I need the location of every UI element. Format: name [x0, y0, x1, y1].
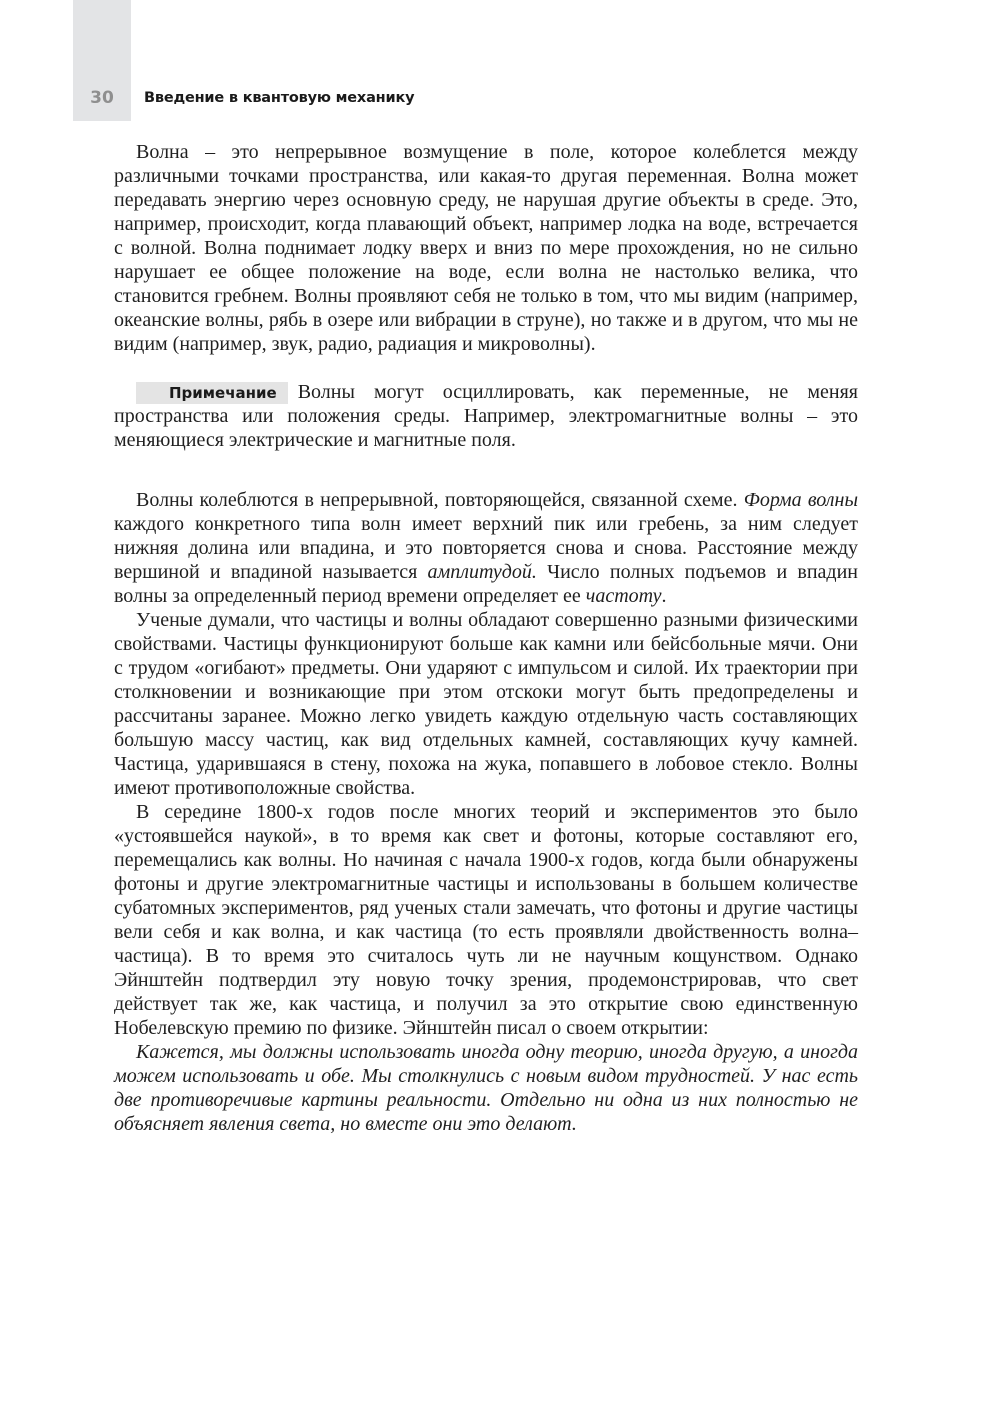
term-amplitude: амплитудой. [427, 561, 537, 583]
paragraph-wave-definition: Волна – это непрерывное возмущение в поле, которое колеблется между различными точками пространства, или какая-то другая переменная. Волна может передавать энергию через основную среду, не нарушая другие объекты в среде. Это, например, происходит, когда плавающий объект, например лодка на воде, встречается с волной. Волна поднимает лодку вверх и вниз по мере прохождения, но не сильно нарушает ее общее положение на воде, если волна не настолько велика, что становится гребнем. Волны проявляют себя не только в том, что мы видим (например, океанские волны, рябь в озере или вибрации в струне), но также и в другом, что мы не видим (например, звук, радио, радиация и микроволны). [114, 141, 858, 355]
note-text: Волны могут осциллировать, как переменные, не меняя пространства или положения среды. Например, электромагнитные волны – это меняющиеся электрические и магнитные поля. [114, 381, 858, 451]
paragraph-wave-form [114, 488, 858, 608]
term-waveform: Форма волны [743, 489, 858, 511]
term-frequency: частоту [585, 585, 662, 607]
text-run: каждого конкретного типа волн имеет верхний пик или гребень, за ним следует нижняя долина или впадина, и это повторяется снова и снова. Расстояние между вершиной и впадиной называется [114, 513, 858, 583]
note-paragraph [114, 380, 858, 452]
page-number: 30 [90, 88, 114, 108]
einstein-quote: Кажется, мы должны использовать иногда одну теорию, иногда другую, а иногда можем использовать и обе. Мы столкнулись с новым видом трудностей. У нас есть две противоречивые картины реальности. Отдельно ни одна из них полностью не объясняет явления света, но вместе они это делают. [114, 1041, 858, 1135]
note-block [114, 380, 858, 452]
paragraph-particles: Ученые думали, что частицы и волны обладают совершенно разными физическими свойствами. Частицы функционируют больше как камни или бейсбольные мячи. Они с трудом «огибают» предметы. Они ударяют с импульсом и силой. Их траектории при столкновении и возникающие при этом отскоки могут быть предопределены и рассчитаны заранее. Можно легко увидеть каждую отдельную часть составляющих большую массу частиц, как вид отдельных камней, составляющих кучу камней. Частица, ударившаяся в стену, похожа на жука, попавшего в лобовое стекло. Волны имеют противоположные свойства. [114, 609, 858, 799]
page-body [114, 140, 858, 1136]
paragraph-history: В середине 1800-х годов после многих теорий и экспериментов это было «устоявшейся наукой», в то время как свет и фотоны, которые составляют его, перемещались как волны. Но начиная с начала 1900-х годов, когда были обнаружены фотоны и другие электромагнитные частицы и использованы в большем количестве субатомных экспериментов, ряд ученых стали замечать, что фотоны и другие частицы вели себя и как волна, и как частица (то есть проявляли двойственность волна–частица). В то время это считалось чуть ли не научным кощунством. Однако Эйнштейн подтвердил эту новую точку зрения, продемонстрировав, что свет действует так же, как частица, и получил за это открытие свою единственную Нобелевскую премию по физике. Эйнштейн писал о своем открытии: [114, 801, 858, 1039]
text-run: . [661, 585, 667, 607]
text-run: Волны колеблются в непрерывной, повторяющейся, связанной схеме. [136, 489, 744, 511]
text-run: Число полных подъемов и впадин волны за определенный период времени определяет ее [114, 561, 858, 607]
running-title: Введение в квантовую механику [144, 90, 415, 106]
note-label: Примечание [136, 382, 288, 404]
